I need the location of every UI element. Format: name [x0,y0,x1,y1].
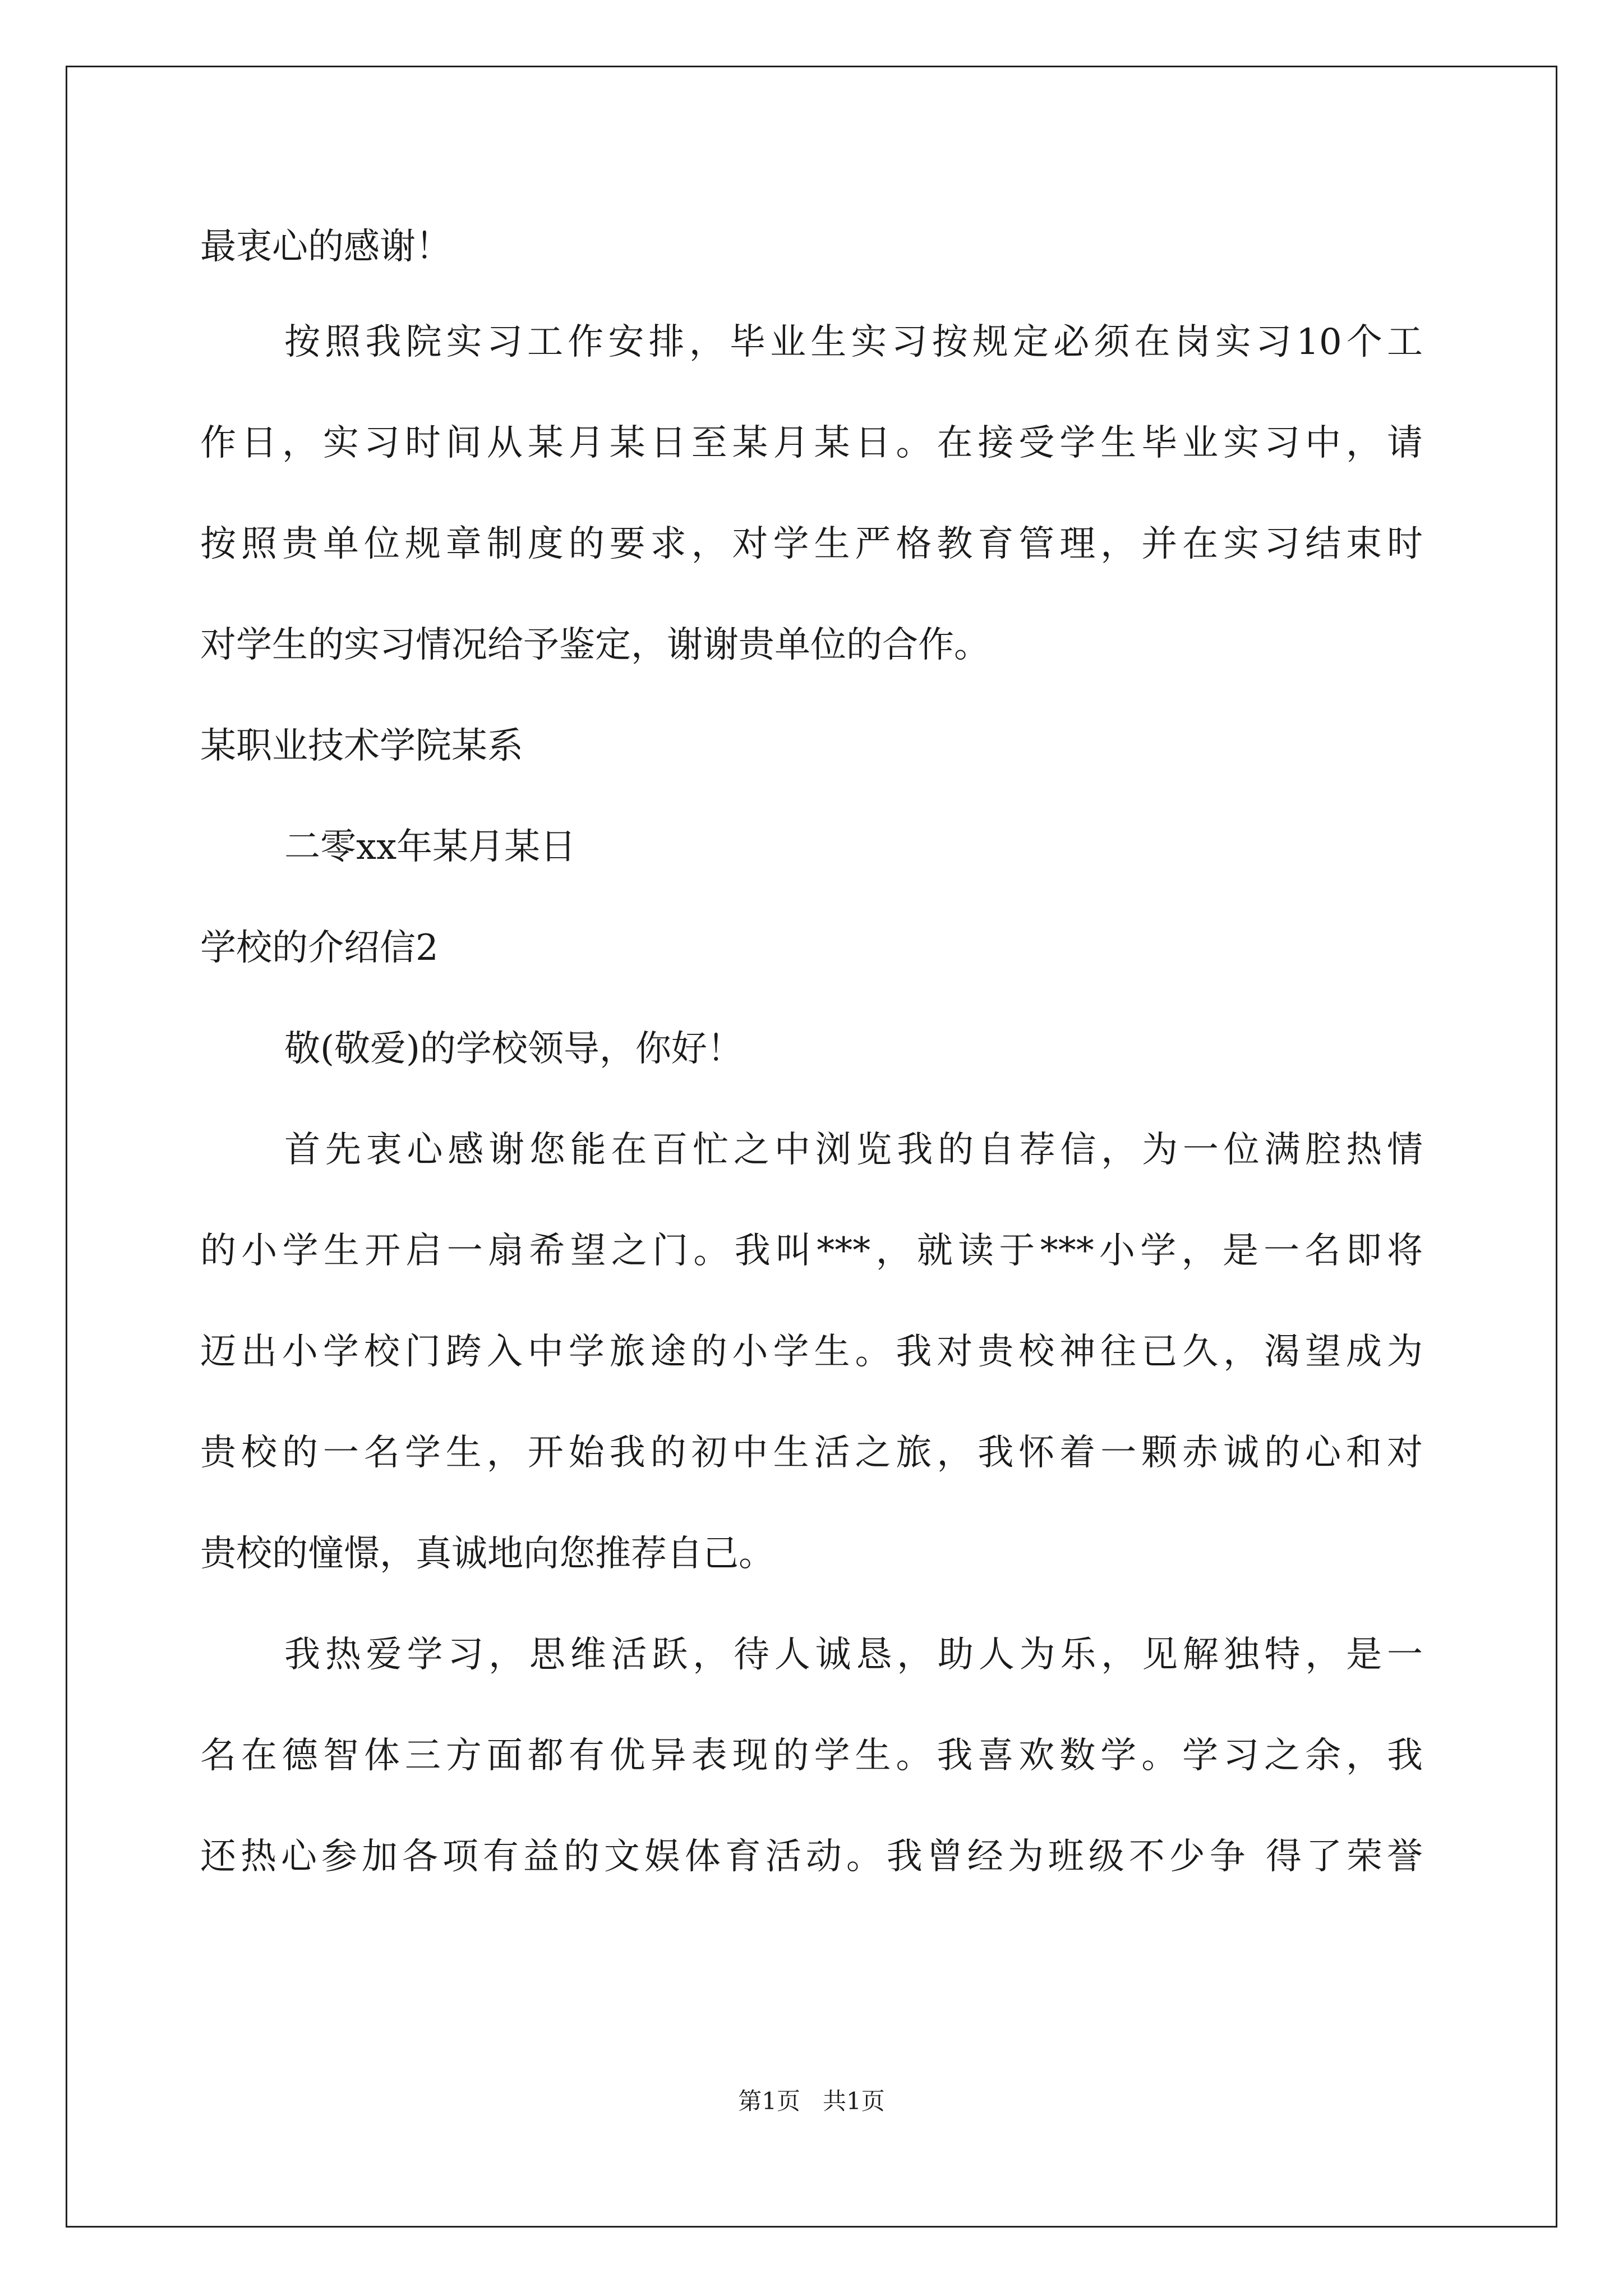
text-line: 贵校的一名学生，开始我的初中生活之旅，我怀着一颗赤诚的心和对 [200,1432,1423,1474]
text-line: 名在德智体三方面都有优异表现的学生。我喜欢数学。学习之余，我 [200,1735,1423,1777]
text-line: 我热爱学习，思维活跃，待人诚恳，助人为乐，见解独特，是一 [284,1634,1423,1676]
text-line: 按照贵单位规章制度的要求，对学生严格教育管理，并在实习结束时 [200,523,1423,565]
signature-date: 二零xx年某月某日 [284,826,577,868]
text-line: 作日，实习时间从某月某日至某月某日。在接受学生毕业实习中，请 [200,422,1423,464]
text-line: 最衷心的感谢！ [200,226,451,268]
text-line: 对学生的实习情况给予鉴定，谢谢贵单位的合作。 [200,624,990,666]
text-line: 还热心参加各项有益的文娱体育活动。我曾经为班级不少争 得了荣誉 [200,1836,1423,1878]
text-line: 首先衷心感谢您能在百忙之中浏览我的自荐信，为一位满腔热情 [284,1129,1423,1171]
text-line: 贵校的憧憬，真诚地向您推荐自己。 [200,1533,774,1575]
section-heading: 学校的介绍信2 [200,927,439,969]
signature-organization: 某职业技术学院某系 [200,725,523,767]
page-number-footer: 第1页 共1页 [738,2087,885,2115]
text-line: 的小学生开启一扇希望之门。我叫***，就读于***小学，是一名即将 [200,1230,1423,1272]
salutation: 敬(敬爱)的学校领导，你好！ [284,1028,743,1070]
text-line: 迈出小学校门跨入中学旅途的小学生。我对贵校神往已久，渴望成为 [200,1331,1423,1373]
text-line: 按照我院实习工作安排，毕业生实习按规定必须在岗实习10个工 [284,321,1423,363]
